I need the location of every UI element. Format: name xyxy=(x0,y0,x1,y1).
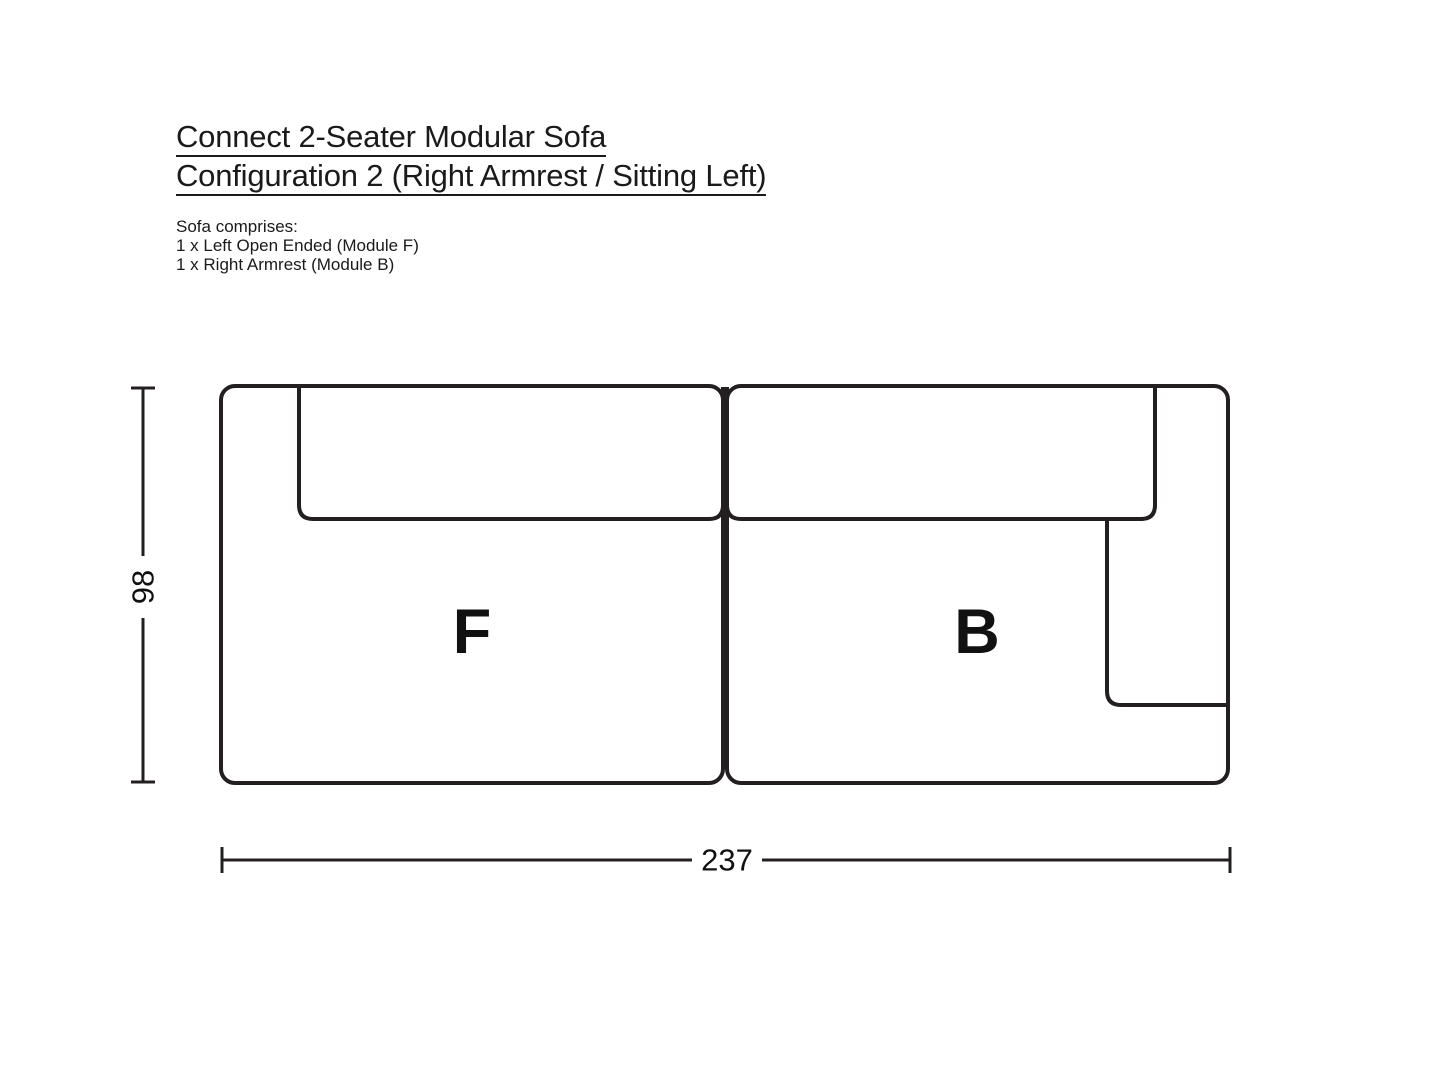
width-dimension-value: 237 xyxy=(701,842,753,878)
comprises-heading: Sofa comprises: xyxy=(176,217,298,236)
module-f-outline xyxy=(221,386,723,783)
module-b-backrest xyxy=(727,387,1155,519)
product-title-text: Connect 2-Seater Modular Sofa xyxy=(176,118,606,157)
module-f-backrest xyxy=(299,387,723,519)
module-b-armrest xyxy=(1107,519,1228,705)
module-b-outline xyxy=(727,386,1228,783)
width-dimension xyxy=(222,843,1230,878)
comprises-item-module-b: 1 x Right Armrest (Module B) xyxy=(176,255,395,274)
comprises-item-module-f: 1 x Left Open Ended (Module F) xyxy=(176,236,419,255)
module-f xyxy=(221,386,723,783)
height-dimension-value: 98 xyxy=(125,569,161,605)
module-b-label: B xyxy=(954,597,1000,667)
configuration-title-text: Configuration 2 (Right Armrest / Sitting Left) xyxy=(176,157,766,196)
height-dimension xyxy=(126,388,161,782)
module-f-label: F xyxy=(452,597,492,667)
module-b xyxy=(727,386,1228,783)
